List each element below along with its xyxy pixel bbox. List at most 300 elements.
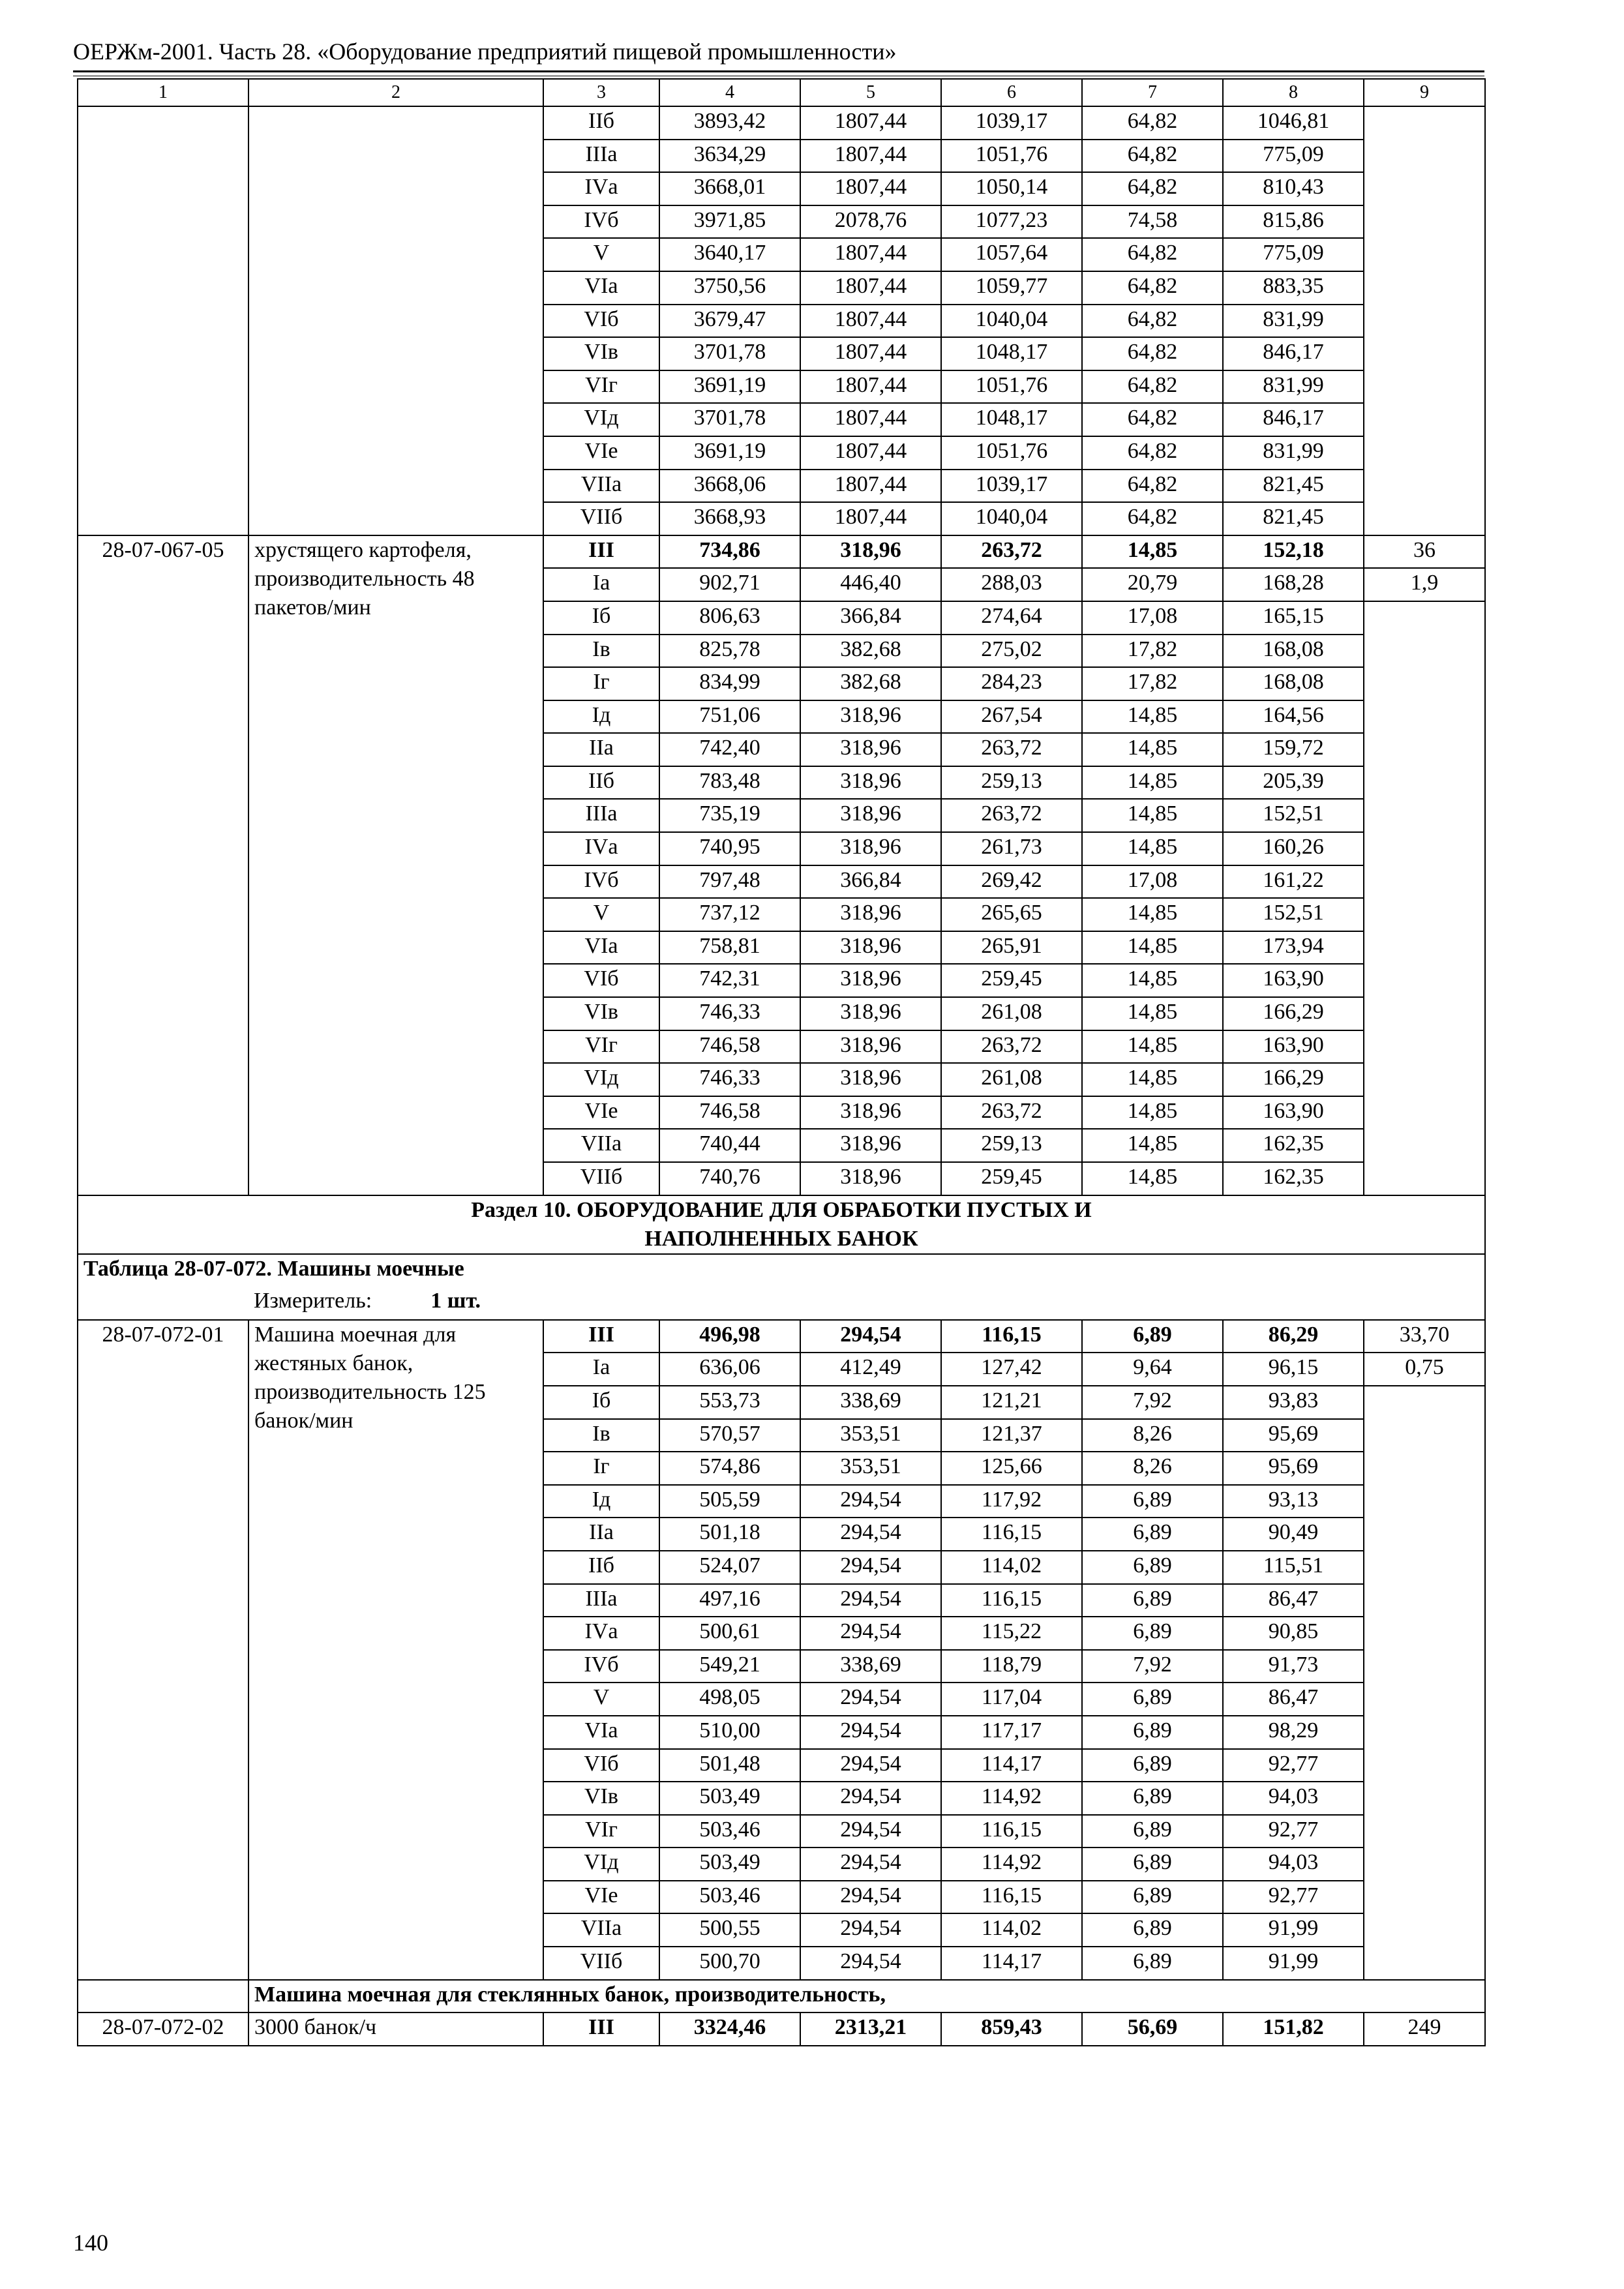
zone-cell: V (543, 1683, 659, 1716)
value-cell: 168,28 (1223, 568, 1364, 601)
value-cell: 318,96 (800, 997, 941, 1030)
value-cell: 164,56 (1223, 700, 1364, 734)
value-cell: 735,19 (659, 799, 800, 832)
value-cell: 758,81 (659, 931, 800, 965)
table-row (78, 535, 1485, 569)
note-row (78, 1980, 1485, 2013)
value-cell: 86,29 (1223, 1320, 1364, 1353)
value-cell: 14,85 (1082, 799, 1223, 832)
value-cell: 127,42 (941, 1353, 1082, 1386)
value-cell: 64,82 (1082, 470, 1223, 503)
value-cell: 168,08 (1223, 667, 1364, 700)
value-cell: 261,08 (941, 1063, 1082, 1096)
value-cell: 14,85 (1082, 931, 1223, 965)
zone-cell: IVб (543, 1650, 659, 1683)
value-cell: 114,02 (941, 1551, 1082, 1584)
value-cell: 17,08 (1082, 865, 1223, 899)
value-cell: 152,51 (1223, 898, 1364, 931)
value-cell: 2313,21 (800, 2012, 941, 2046)
col9-cell: 36 (1364, 535, 1485, 569)
value-cell: 92,77 (1223, 1881, 1364, 1914)
value-cell: 74,58 (1082, 205, 1223, 239)
value-cell: 7,92 (1082, 1386, 1223, 1419)
value-cell: 815,86 (1223, 205, 1364, 239)
value-cell: 3750,56 (659, 271, 800, 305)
col9-cell (1364, 1386, 1485, 1980)
value-cell: 294,54 (800, 1815, 941, 1848)
value-cell: 553,73 (659, 1386, 800, 1419)
value-cell: 14,85 (1082, 535, 1223, 569)
value-cell: 775,09 (1223, 238, 1364, 271)
value-cell: 1807,44 (800, 172, 941, 205)
description-cell: Машина моечная для жестяных банок, производительность 125 банок/мин (248, 1320, 543, 1980)
value-cell: 1051,76 (941, 140, 1082, 173)
value-cell: 118,79 (941, 1650, 1082, 1683)
value-cell: 294,54 (800, 1947, 941, 1980)
value-cell: 114,17 (941, 1749, 1082, 1782)
col9-cell (1364, 106, 1485, 535)
value-cell: 163,90 (1223, 1030, 1364, 1064)
zone-cell: VIе (543, 1881, 659, 1914)
value-cell: 831,99 (1223, 370, 1364, 404)
value-cell: 318,96 (800, 799, 941, 832)
value-cell: 1807,44 (800, 140, 941, 173)
value-cell: 163,90 (1223, 964, 1364, 997)
meter-value: 1 шт. (430, 1289, 481, 1313)
value-cell: 269,42 (941, 865, 1082, 899)
column-number-row (78, 79, 1485, 106)
value-cell: 6,89 (1082, 1815, 1223, 1848)
value-cell: 1046,81 (1223, 106, 1364, 140)
value-cell: 3679,47 (659, 305, 800, 338)
zone-cell: V (543, 238, 659, 271)
value-cell: 318,96 (800, 535, 941, 569)
value-cell: 734,86 (659, 535, 800, 569)
value-cell: 294,54 (800, 1683, 941, 1716)
value-cell: 353,51 (800, 1419, 941, 1452)
value-cell: 496,98 (659, 1320, 800, 1353)
value-cell: 500,55 (659, 1913, 800, 1947)
value-cell: 165,15 (1223, 601, 1364, 635)
zone-cell: VIб (543, 964, 659, 997)
value-cell: 94,03 (1223, 1782, 1364, 1815)
value-cell: 121,37 (941, 1419, 1082, 1452)
value-cell: 294,54 (800, 1881, 941, 1914)
value-cell: 1807,44 (800, 370, 941, 404)
value-cell: 294,54 (800, 1716, 941, 1749)
value-cell: 294,54 (800, 1551, 941, 1584)
value-cell: 267,54 (941, 700, 1082, 734)
section-title (78, 1195, 1485, 1254)
value-cell: 114,92 (941, 1848, 1082, 1881)
zone-cell: VIIа (543, 1913, 659, 1947)
value-cell: 116,15 (941, 1320, 1082, 1353)
value-cell: 151,82 (1223, 2012, 1364, 2046)
value-cell: 497,16 (659, 1584, 800, 1617)
value-cell: 56,69 (1082, 2012, 1223, 2046)
value-cell: 1057,64 (941, 238, 1082, 271)
code-cell: 28-07-072-02 (78, 2012, 248, 2046)
zone-cell: VIд (543, 403, 659, 436)
value-cell: 498,05 (659, 1683, 800, 1716)
value-cell: 92,77 (1223, 1749, 1364, 1782)
col9-cell: 249 (1364, 2012, 1485, 2046)
value-cell: 6,89 (1082, 1518, 1223, 1551)
zone-cell: VIг (543, 1030, 659, 1064)
value-cell: 14,85 (1082, 1063, 1223, 1096)
value-cell: 318,96 (800, 931, 941, 965)
value-cell: 3691,19 (659, 436, 800, 470)
value-cell: 636,06 (659, 1353, 800, 1386)
value-cell: 1807,44 (800, 106, 941, 140)
value-cell: 821,45 (1223, 502, 1364, 535)
value-cell: 3640,17 (659, 238, 800, 271)
value-cell: 318,96 (800, 1129, 941, 1162)
value-cell: 294,54 (800, 1518, 941, 1551)
value-cell: 98,29 (1223, 1716, 1364, 1749)
value-cell: 259,45 (941, 964, 1082, 997)
value-cell: 1807,44 (800, 271, 941, 305)
zone-cell: V (543, 898, 659, 931)
zone-cell: Iд (543, 1485, 659, 1518)
value-cell: 64,82 (1082, 106, 1223, 140)
value-cell: 503,49 (659, 1782, 800, 1815)
value-cell: 3324,46 (659, 2012, 800, 2046)
value-cell: 446,40 (800, 568, 941, 601)
value-cell: 6,89 (1082, 1320, 1223, 1353)
value-cell: 570,57 (659, 1419, 800, 1452)
value-cell: 152,51 (1223, 799, 1364, 832)
value-cell: 353,51 (800, 1452, 941, 1485)
value-cell: 382,68 (800, 667, 941, 700)
value-cell: 382,68 (800, 635, 941, 668)
value-cell: 8,26 (1082, 1419, 1223, 1452)
value-cell: 902,71 (659, 568, 800, 601)
value-cell: 294,54 (800, 1320, 941, 1353)
value-cell: 261,73 (941, 832, 1082, 865)
value-cell: 1807,44 (800, 403, 941, 436)
value-cell: 274,64 (941, 601, 1082, 635)
zone-cell: Iа (543, 568, 659, 601)
value-cell: 116,15 (941, 1881, 1082, 1914)
value-cell: 64,82 (1082, 238, 1223, 271)
value-cell: 116,15 (941, 1584, 1082, 1617)
zone-cell: IIIа (543, 140, 659, 173)
value-cell: 17,82 (1082, 667, 1223, 700)
column-number: 8 (1223, 79, 1364, 106)
value-cell: 14,85 (1082, 733, 1223, 766)
zone-cell: VIIб (543, 1162, 659, 1195)
value-cell: 318,96 (800, 766, 941, 800)
value-cell: 64,82 (1082, 502, 1223, 535)
value-cell: 1807,44 (800, 502, 941, 535)
value-cell: 3701,78 (659, 337, 800, 370)
note-blank (78, 1980, 248, 2013)
value-cell: 503,46 (659, 1881, 800, 1914)
value-cell: 1051,76 (941, 370, 1082, 404)
value-cell: 94,03 (1223, 1848, 1364, 1881)
zone-cell: III (543, 535, 659, 569)
value-cell: 152,18 (1223, 535, 1364, 569)
value-cell: 86,47 (1223, 1584, 1364, 1617)
value-cell: 859,43 (941, 2012, 1082, 2046)
value-cell: 500,61 (659, 1617, 800, 1650)
value-cell: 6,89 (1082, 1716, 1223, 1749)
description-cell (248, 106, 543, 535)
value-cell: 17,82 (1082, 635, 1223, 668)
value-cell: 160,26 (1223, 832, 1364, 865)
value-cell: 318,96 (800, 700, 941, 734)
value-cell: 366,84 (800, 865, 941, 899)
zone-cell: VIа (543, 1716, 659, 1749)
meter-row (78, 1287, 1485, 1320)
zone-cell: VIе (543, 1096, 659, 1130)
value-cell: 90,49 (1223, 1518, 1364, 1551)
zone-cell: Iв (543, 1419, 659, 1452)
value-cell: 117,92 (941, 1485, 1082, 1518)
meter-label: Измеритель: (254, 1289, 372, 1313)
value-cell: 505,59 (659, 1485, 800, 1518)
value-cell: 14,85 (1082, 832, 1223, 865)
value-cell: 783,48 (659, 766, 800, 800)
column-number: 5 (800, 79, 941, 106)
value-cell: 1077,23 (941, 205, 1082, 239)
value-cell: 7,92 (1082, 1650, 1223, 1683)
value-cell: 166,29 (1223, 1063, 1364, 1096)
value-cell: 115,51 (1223, 1551, 1364, 1584)
value-cell: 294,54 (800, 1749, 941, 1782)
value-cell: 2078,76 (800, 205, 941, 239)
section-title-line: Раздел 10. ОБОРУДОВАНИЕ ДЛЯ ОБРАБОТКИ ПУСТЫХ И (471, 1197, 1092, 1222)
value-cell: 501,18 (659, 1518, 800, 1551)
value-cell: 95,69 (1223, 1452, 1364, 1485)
glass-note: Машина моечная для стеклянных банок, производительность, (248, 1980, 1485, 2013)
value-cell: 825,78 (659, 635, 800, 668)
value-cell: 746,33 (659, 997, 800, 1030)
value-cell: 284,23 (941, 667, 1082, 700)
column-number: 1 (78, 79, 248, 106)
zone-cell: VIIб (543, 502, 659, 535)
value-cell: 14,85 (1082, 1129, 1223, 1162)
zone-cell: VIIб (543, 1947, 659, 1980)
zone-cell: VIа (543, 271, 659, 305)
value-cell: 6,89 (1082, 1749, 1223, 1782)
value-cell: 775,09 (1223, 140, 1364, 173)
value-cell: 117,17 (941, 1716, 1082, 1749)
value-cell: 412,49 (800, 1353, 941, 1386)
value-cell: 64,82 (1082, 172, 1223, 205)
zone-cell: VIв (543, 997, 659, 1030)
value-cell: 263,72 (941, 1096, 1082, 1130)
value-cell: 259,13 (941, 1129, 1082, 1162)
value-cell: 288,03 (941, 568, 1082, 601)
table-row (78, 106, 1485, 140)
value-cell: 14,85 (1082, 898, 1223, 931)
zone-cell: VIв (543, 337, 659, 370)
value-cell: 318,96 (800, 898, 941, 931)
value-cell: 831,99 (1223, 305, 1364, 338)
value-cell: 6,89 (1082, 1584, 1223, 1617)
column-number: 4 (659, 79, 800, 106)
value-cell: 3691,19 (659, 370, 800, 404)
value-cell: 263,72 (941, 1030, 1082, 1064)
value-cell: 6,89 (1082, 1848, 1223, 1881)
value-cell: 318,96 (800, 1162, 941, 1195)
zone-cell: Iа (543, 1353, 659, 1386)
zone-cell: IVб (543, 205, 659, 239)
value-cell: 263,72 (941, 535, 1082, 569)
col9-cell: 0,75 (1364, 1353, 1485, 1386)
value-cell: 1807,44 (800, 238, 941, 271)
zone-cell: IIIа (543, 1584, 659, 1617)
value-cell: 294,54 (800, 1913, 941, 1947)
value-cell: 1807,44 (800, 337, 941, 370)
value-cell: 510,00 (659, 1716, 800, 1749)
value-cell: 503,46 (659, 1815, 800, 1848)
page-number: 140 (73, 2230, 108, 2256)
value-cell: 318,96 (800, 1030, 941, 1064)
value-cell: 6,89 (1082, 1913, 1223, 1947)
value-cell: 261,08 (941, 997, 1082, 1030)
value-cell: 159,72 (1223, 733, 1364, 766)
value-cell: 14,85 (1082, 964, 1223, 997)
zone-cell: Iд (543, 700, 659, 734)
column-number: 9 (1364, 79, 1485, 106)
value-cell: 116,15 (941, 1518, 1082, 1551)
value-cell: 162,35 (1223, 1129, 1364, 1162)
zone-cell: III (543, 2012, 659, 2046)
zone-cell: VIIа (543, 1129, 659, 1162)
value-cell: 64,82 (1082, 370, 1223, 404)
table-title-row (78, 1254, 1485, 1287)
value-cell: 117,04 (941, 1683, 1082, 1716)
value-cell: 524,07 (659, 1551, 800, 1584)
value-cell: 338,69 (800, 1650, 941, 1683)
value-cell: 834,99 (659, 667, 800, 700)
value-cell: 64,82 (1082, 140, 1223, 173)
zone-cell: Iб (543, 1386, 659, 1419)
value-cell: 3971,85 (659, 205, 800, 239)
value-cell: 93,13 (1223, 1485, 1364, 1518)
zone-cell: VIг (543, 370, 659, 404)
value-cell: 6,89 (1082, 1551, 1223, 1584)
value-cell: 883,35 (1223, 271, 1364, 305)
value-cell: 1039,17 (941, 470, 1082, 503)
value-cell: 742,40 (659, 733, 800, 766)
page-header: ОЕРЖм-2001. Часть 28. «Оборудование предприятий пищевой промышленности» (73, 38, 897, 65)
value-cell: 114,92 (941, 1782, 1082, 1815)
value-cell: 9,64 (1082, 1353, 1223, 1386)
price-table (77, 78, 1486, 2046)
value-cell: 93,83 (1223, 1386, 1364, 1419)
meter-cell (248, 1287, 1485, 1320)
value-cell: 259,13 (941, 766, 1082, 800)
code-cell: 28-07-067-05 (78, 535, 248, 1195)
section-title-row (78, 1195, 1485, 1254)
value-cell: 737,12 (659, 898, 800, 931)
value-cell: 751,06 (659, 700, 800, 734)
value-cell: 746,58 (659, 1030, 800, 1064)
table-row (78, 1320, 1485, 1353)
value-cell: 64,82 (1082, 271, 1223, 305)
zone-cell: VIб (543, 1749, 659, 1782)
value-cell: 14,85 (1082, 1162, 1223, 1195)
value-cell: 3668,01 (659, 172, 800, 205)
value-cell: 846,17 (1223, 337, 1364, 370)
value-cell: 338,69 (800, 1386, 941, 1419)
value-cell: 294,54 (800, 1848, 941, 1881)
zone-cell: IIа (543, 733, 659, 766)
value-cell: 1039,17 (941, 106, 1082, 140)
value-cell: 6,89 (1082, 1881, 1223, 1914)
value-cell: 14,85 (1082, 766, 1223, 800)
zone-cell: IVа (543, 832, 659, 865)
value-cell: 318,96 (800, 832, 941, 865)
value-cell: 503,49 (659, 1848, 800, 1881)
value-cell: 265,91 (941, 931, 1082, 965)
value-cell: 740,76 (659, 1162, 800, 1195)
col9-cell: 33,70 (1364, 1320, 1485, 1353)
value-cell: 3893,42 (659, 106, 800, 140)
value-cell: 740,44 (659, 1129, 800, 1162)
zone-cell: Iб (543, 601, 659, 635)
column-number: 2 (248, 79, 543, 106)
value-cell: 3668,93 (659, 502, 800, 535)
value-cell: 1807,44 (800, 470, 941, 503)
zone-cell: VIв (543, 1782, 659, 1815)
value-cell: 1040,04 (941, 502, 1082, 535)
value-cell: 797,48 (659, 865, 800, 899)
value-cell: 6,89 (1082, 1782, 1223, 1815)
value-cell: 1048,17 (941, 403, 1082, 436)
value-cell: 166,29 (1223, 997, 1364, 1030)
value-cell: 318,96 (800, 964, 941, 997)
header-rule (73, 70, 1484, 72)
zone-cell: VIб (543, 305, 659, 338)
value-cell: 746,58 (659, 1096, 800, 1130)
value-cell: 96,15 (1223, 1353, 1364, 1386)
value-cell: 114,02 (941, 1913, 1082, 1947)
value-cell: 92,77 (1223, 1815, 1364, 1848)
value-cell: 259,45 (941, 1162, 1082, 1195)
value-cell: 6,89 (1082, 1485, 1223, 1518)
value-cell: 14,85 (1082, 997, 1223, 1030)
zone-cell: VIа (543, 931, 659, 965)
value-cell: 8,26 (1082, 1452, 1223, 1485)
value-cell: 116,15 (941, 1815, 1082, 1848)
zone-cell: VIIа (543, 470, 659, 503)
value-cell: 318,96 (800, 733, 941, 766)
zone-cell: IIб (543, 766, 659, 800)
value-cell: 64,82 (1082, 436, 1223, 470)
value-cell: 3668,06 (659, 470, 800, 503)
value-cell: 1807,44 (800, 436, 941, 470)
value-cell: 91,99 (1223, 1947, 1364, 1980)
description-cell: 3000 банок/ч (248, 2012, 543, 2046)
value-cell: 549,21 (659, 1650, 800, 1683)
code-cell (78, 106, 248, 535)
value-cell: 163,90 (1223, 1096, 1364, 1130)
value-cell: 1048,17 (941, 337, 1082, 370)
value-cell: 115,22 (941, 1617, 1082, 1650)
value-cell: 114,17 (941, 1947, 1082, 1980)
zone-cell: IIб (543, 106, 659, 140)
col9-cell: 1,9 (1364, 568, 1485, 601)
value-cell: 294,54 (800, 1782, 941, 1815)
value-cell: 64,82 (1082, 337, 1223, 370)
zone-cell: IIIа (543, 799, 659, 832)
value-cell: 6,89 (1082, 1947, 1223, 1980)
